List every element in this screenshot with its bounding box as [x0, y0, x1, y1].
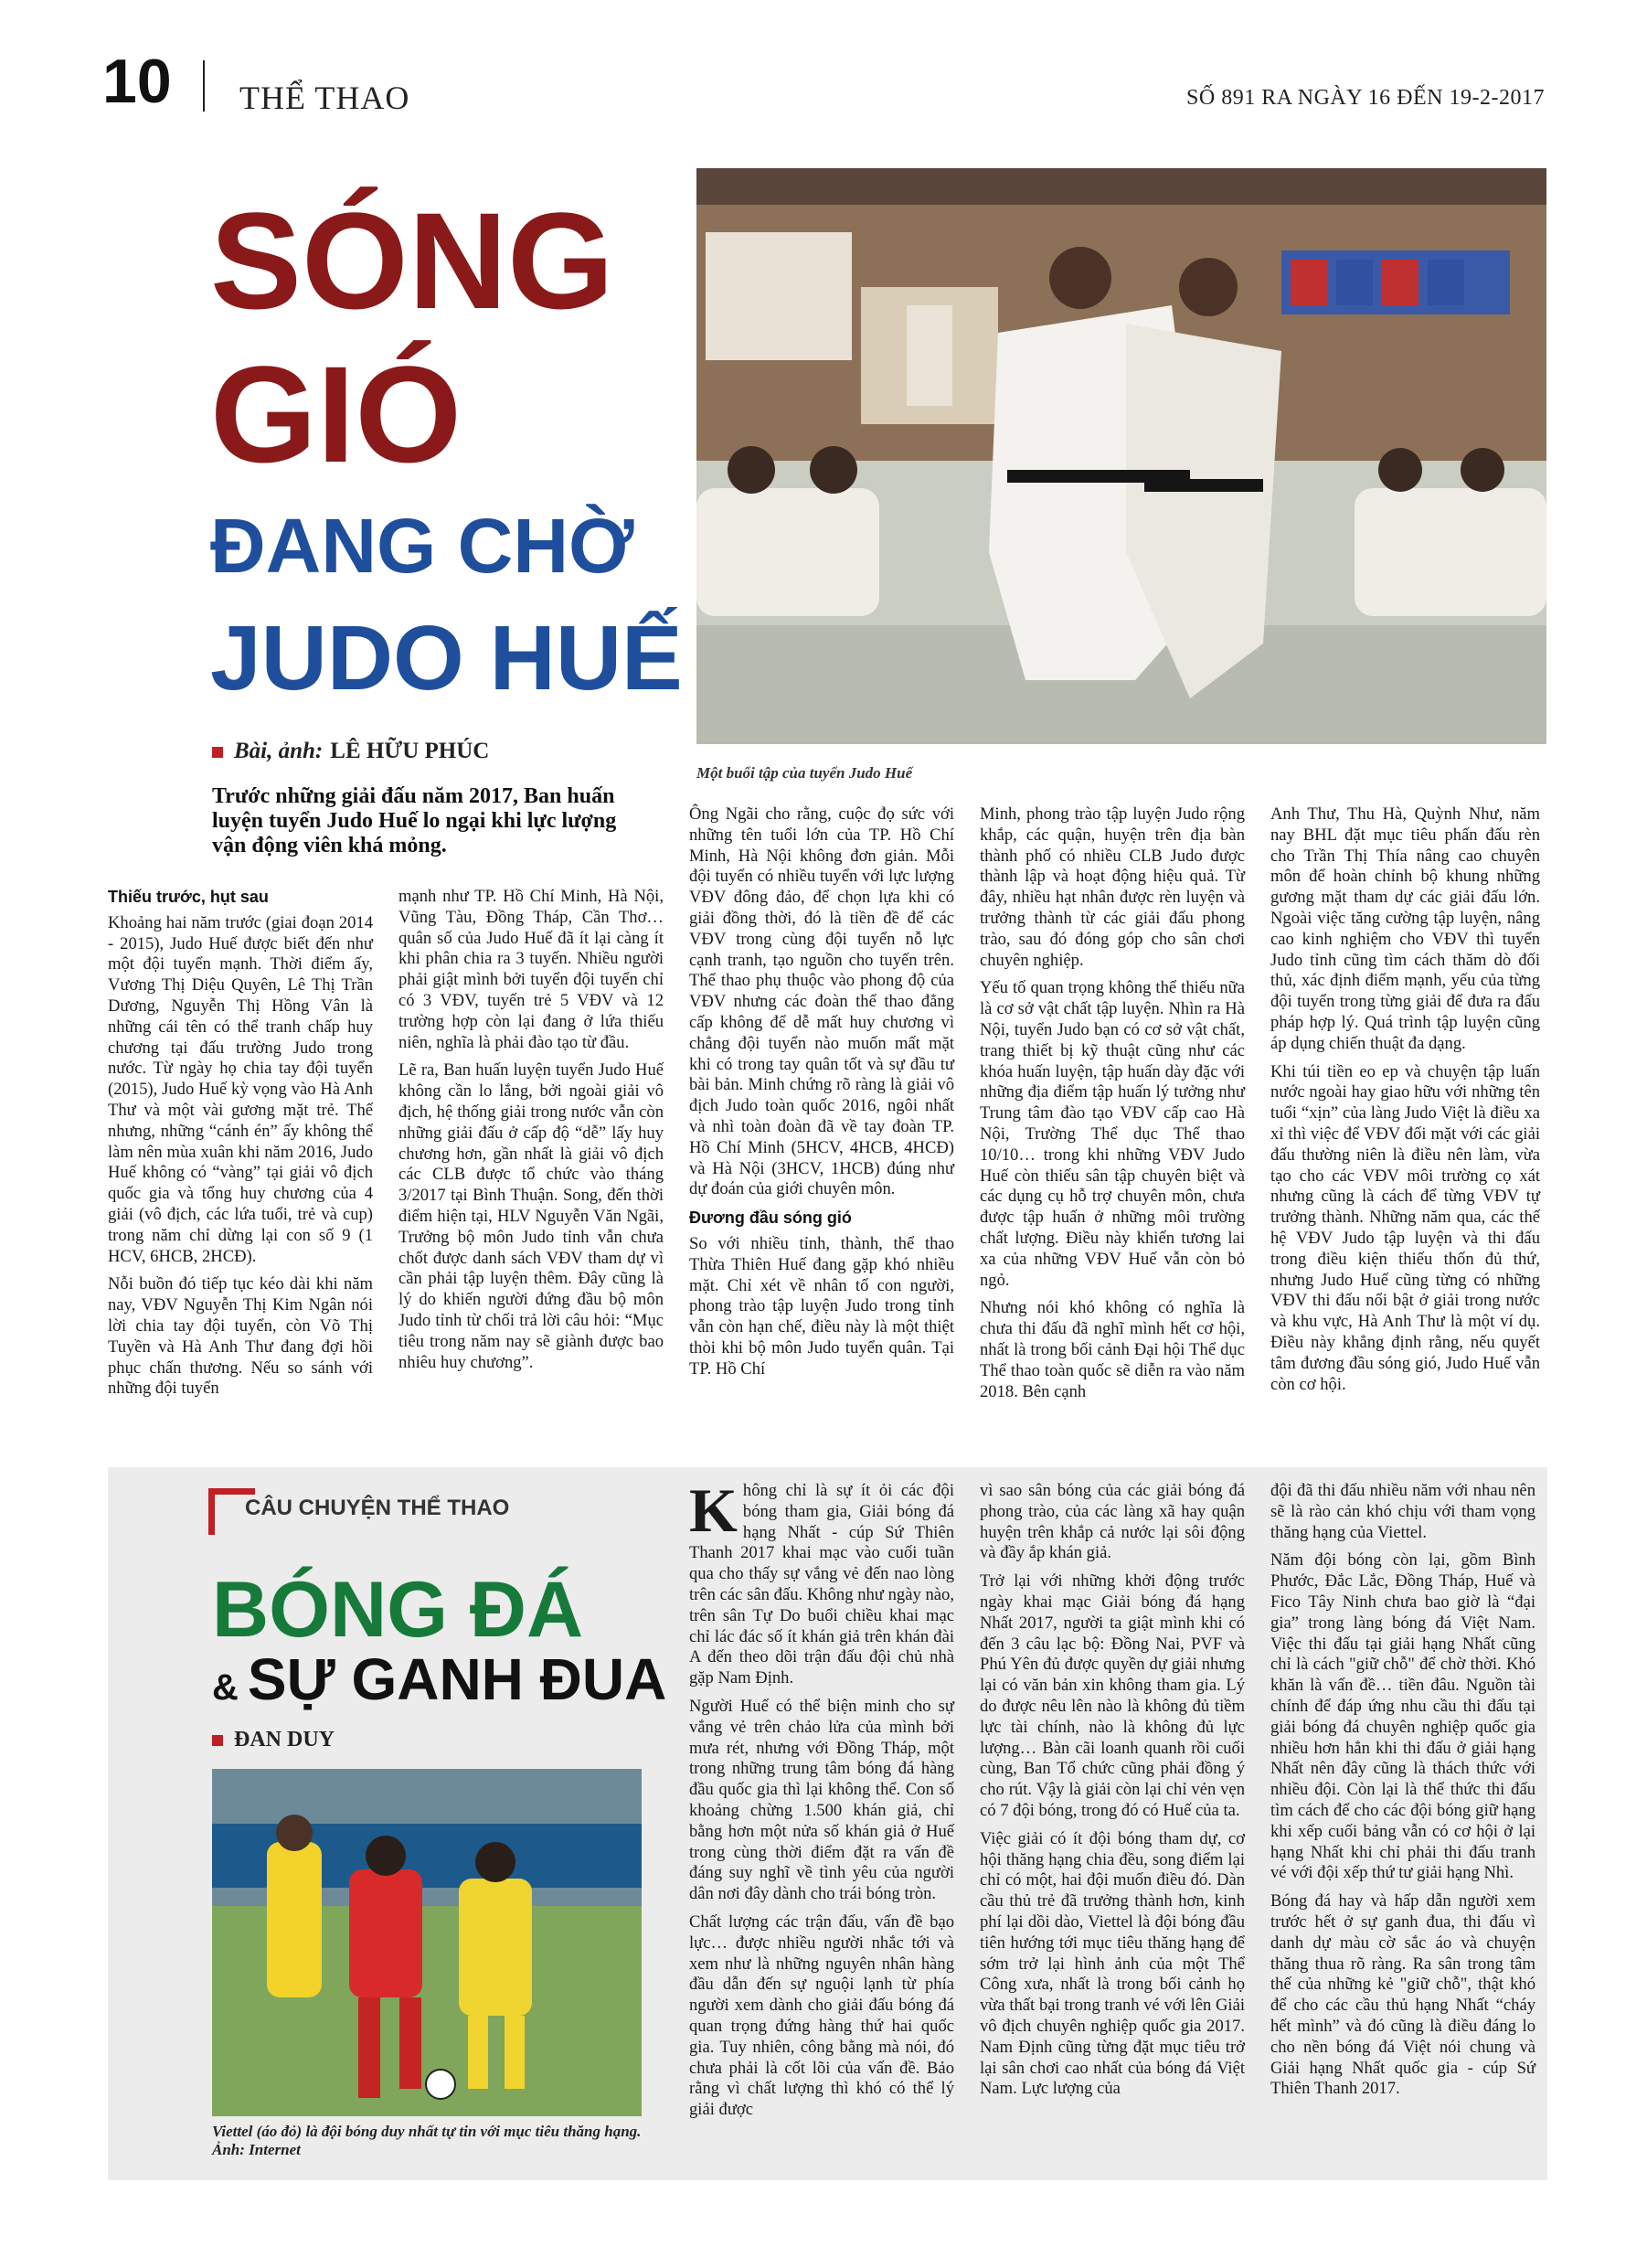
paragraph: Minh, phong trào tập luyện Judo rộng khắp, các quận, huyện trên địa bàn thành phố có nhiều CLB Judo được thành lập và hoạt động hiệu quả. Từ đây, nhiều hạt nhân được rèn luyện và trưởng thành từ các giải đấu phong trào, sau đó đóng góp cho sân chơi chuyên nghiệp.: [980, 804, 1245, 970]
paragraph: đội đã thi đấu nhiều năm với nhau nên sẽ là rào cản khó chịu với tham vọng thăng hạng của Viettel.: [1270, 1481, 1535, 1542]
section-name: THỂ THAO: [239, 80, 410, 116]
drop-cap: K: [689, 1475, 738, 1545]
kicker-bracket: [208, 1488, 255, 1535]
article1-column-4: [980, 804, 1245, 1410]
paragraph: Yếu tố quan trọng không thể thiếu nữa là cơ sở vật chất tập luyện. Nhìn ra Hà Nội, tuyển Judo bạn có cơ sở vật chất, trang thiết bị kỹ thuật cũng như các khóa huấn luyện, tập huấn dày đặc với những địa điểm tập huấn lý tưởng như Trung tâm đào tạo VĐV cấp cao Hà Nội, Trường Thể dục Thể thao 10/10… trong khi những VĐV Judo Huế còn thiếu sân tập chuyên biệt và các dụng cụ hỗ trợ chuyên môn, chưa được tập huấn ở những môi trường chất lượng. Điều này khiến tương lai xa của những VĐV Huế vẫn còn bỏ ngỏ.: [980, 978, 1245, 1290]
headline-line-3: ĐANG CHỜ: [210, 503, 634, 589]
lead-paragraph: Trước những giải đấu năm 2017, Ban huấn luyện tuyển Judo Huế lo ngại khi lực lượng vận động viên khá mỏng.: [212, 784, 617, 857]
paragraph: mạnh như TP. Hồ Chí Minh, Hà Nội, Vũng Tàu, Đồng Tháp, Cần Thơ… quân số của Judo Huế đã ít lại càng ít khi phân chia ra 3 tuyến. Nhiều người phải giật mình bởi tuyển đội tuyển chỉ có 3 VĐV, tuyến trẻ 5 VĐV và 12 trường hợp còn lại đang ở lứa thiếu niên, nghĩa là phải đào tạo từ đầu.: [398, 887, 664, 1052]
subheading: Đương đầu sóng gió: [689, 1209, 852, 1228]
byline-marker: [212, 747, 223, 758]
headline-line-4: JUDO HUẾ: [210, 607, 683, 709]
paragraph: Việc giải có ít đội bóng tham dự, cơ hội thăng hạng chia đều, song điểm lại chỉ có một, hai đội muốn điều đó. Dàn cầu thủ trẻ đã trưởng thành hơn, kinh phí lại dồi dào, Viettel là đội bóng đầu tiên hướng tới mục tiêu thăng hạng để sớm trở lại hình ảnh của một Thể Công xưa, nhất là trong bối cảnh họ vừa thất bại trong tranh vé với lên Giải vô địch chuyên nghiệp quốc gia 2017. Nam Định cũng từng đặt mục tiêu trở lại sân chơi cao nhất của bóng đá Việt Nam. Lực lượng của: [980, 1828, 1245, 2099]
issue-info: SỐ 891 RA NGÀY 16 ĐẾN 19-2-2017: [1186, 86, 1545, 110]
headline-line-2: GIÓ: [210, 337, 462, 491]
judo-photo-illustration: [696, 168, 1546, 744]
paragraph: Ông Ngãi cho rằng, cuộc đọ sức với những tên tuổi lớn của TP. Hồ Chí Minh, Hà Nội không đơn giản. Mỗi đội tuyển có nhiều tuyển với lực lượng VĐV đông đảo, để chọn lựa khi có giải đồng thời, đó là tiền đề để các VĐV trong cùng đội tuyển nỗ lực cạnh tranh, tạo nguồn cho tuyến trên. Thể thao phụ thuộc vào phong độ của VĐV nhưng các đoàn thể thao đẳng cấp không để dễ mất huy chương vì chẳng đội tuyển nào muốn mất mặt khi có trong tay quân tốt và sự đầu tư bài bản. Minh chứng rõ ràng là giải vô địch Judo toàn quốc 2016, ngôi nhất và nhì toàn đoàn đã về tay đoàn TP. Hồ Chí Minh (5HCV, 4HCB, 4HCĐ) và Hà Nội (3HCV, 1HCB) đúng như dự đoán của giới chuyên môn.: [689, 804, 954, 1199]
headline-ampersand: &: [212, 1667, 239, 1708]
story-headline-line-2: [212, 1646, 667, 1712]
football-photo: [212, 1769, 642, 2116]
kicker-text: CÂU CHUYỆN THỂ THAO: [245, 1496, 510, 1520]
paragraph: vì sao sân bóng của các giải bóng đá phong trào, của các làng xã hay quận huyện trên khắp cả nước lại sôi động và đầy ắp khán giả.: [980, 1481, 1245, 1563]
article1-column-2: [398, 887, 664, 1380]
article2-column-3: [1270, 1481, 1535, 2107]
byline-author: LÊ HỮU PHÚC: [330, 739, 490, 763]
football-photo-illustration: [212, 1769, 642, 2116]
paragraph-text: hông chỉ là sự ít ỏi các đội bóng tham gia, Giải bóng đá hạng Nhất - cúp Sứ Thiên Thanh 2017 khai mạc vào cuối tuần qua cho thấy sự vắng vẻ đến nao lòng trên các sân đấu. Không như ngày nào, trên sân Tự Do buổi chiều khai mạc chỉ lác đác số ít khán giả trên khán đài A đến theo dõi trận đấu đội chủ nhà gặp Nam Định.: [689, 1481, 954, 1688]
photo-caption: Một buổi tập của tuyển Judo Huế: [696, 764, 913, 782]
page-number: 10: [102, 47, 172, 116]
byline-label: Bài, ảnh:: [234, 739, 324, 763]
paragraph: Nỗi buồn đó tiếp tục kéo dài khi năm nay, VĐV Nguyễn Thị Kim Ngân nói lời chia tay đội tuyển, còn Võ Thị Tuyền và Hà Anh Thư đang đợi hồi phục chấn thương. Nếu so sánh với những đội tuyển: [108, 1274, 373, 1399]
football-photo-caption: Viettel (áo đỏ) là đội bóng duy nhất tự tin với mục tiêu thăng hạng. Ảnh: Internet: [212, 2123, 642, 2158]
story-kicker: [212, 1496, 509, 1521]
paragraph: Người Huế có thể biện minh cho sự vắng vẻ trên chảo lửa của mình bởi mưa rét, nhưng với Đồng Tháp, một trong những trung tâm bóng đá hàng đầu quốc gia thì lại không thể. Con số khoảng chừng 1.500 khán giả, chỉ bằng hơn một nửa số khán giả ở Huế trong cùng thời điểm đặt ra vấn đề đáng suy nghĩ về tình yêu của người dân nơi đây dành cho trái bóng tròn.: [689, 1696, 954, 1904]
paragraph: Khi túi tiền eo ep và chuyện tập luấn nước ngoài hay giao hữu với những tên tuổi “xịn” của làng Judo Việt là điều xa xỉ thì việc để VĐV đối mặt với các giải đấu thường niên là điều nên làm, vừa tạo cho các VĐV môi trường cọ xát nhưng cũng là cách để từng VĐV tự trưởng thành. Những năm qua, các thế hệ VĐV Judo tập luyện và thi đấu trong điều kiện thiếu thốn đủ thứ, nhưng Judo Huế cũng từng có những VĐV thi đấu nổi bật ở giải trong nước và khu vực, Hà Anh Thư là một ví dụ. Điều này khẳng định rằng, nếu quyết tâm đương đầu sóng gió, Judo Huế vẫn còn cơ hội.: [1270, 1061, 1540, 1394]
paragraph: Năm đội bóng còn lại, gồm Bình Phước, Đắc Lắc, Đồng Tháp, Huế và Fico Tây Ninh chưa bao giờ là “đại gia” trong làng bóng đá Việt Nam. Việc thi đấu tại giải hạng Nhất cũng chỉ là cách "giữ chỗ" để chờ thời. Khó khăn là vấn đề… tiền đâu. Nguồn tài chính để đáp ứng nhu cầu thi đấu tại giải bóng đá chuyên nghiệp quốc gia nhiều hơn hẳn khi thi đấu ở giải hạng Nhất nên đây cũng là thách thức với nhiều đội. Còn lại là thể thức thi đấu tìm cách để cho các đội bóng giữ hạng khi xếp cuối bảng vẫn có cơ hội ở lại hạng Nhất khi chỉ phải thi đấu tranh vé với đội xếp thứ tư giải hạng Nhì.: [1270, 1550, 1535, 1883]
paragraph: [689, 1475, 954, 1689]
article2-column-2: [980, 1481, 1245, 2107]
byline-marker: [212, 1735, 223, 1746]
paragraph: Nhưng nói khó không có nghĩa là chưa thi đấu đã nghĩ mình hết cơ hội, nhất là trong bối cảnh Đại hội Thể dục Thể thao toàn quốc sẽ diễn ra vào năm 2018. Bên cạnh: [980, 1298, 1245, 1401]
paragraph: Khoảng hai năm trước (giai đoạn 2014 - 2015), Judo Huế được biết đến như một đội tuyển mạnh. Thời điểm ấy, Vương Thị Diệu Quyên, Lê Thị Trần Dương, Nguyễn Thị Hồng Vân là những cái tên có thể tranh chấp huy chương tại đấu trường Judo trong nước. Từ ngày họ chia tay đội tuyển (2015), Judo Huế kỳ vọng vào Hà Anh Thư và một vài gương mặt trẻ. Thế nhưng, những “cánh én” ấy không thể làm nên mùa xuân khi năm 2016, Judo Huế không có “vàng” tại giải vô địch quốc gia và tổng huy chương của 4 giải (vô địch, các lứa tuổi, trẻ và cup) trong năm chỉ dừng lại con số 9 (1 HCV, 6HCB, 2HCĐ).: [108, 912, 373, 1266]
paragraph: Trở lại với những khởi động trước ngày khai mạc Giải bóng đá hạng Nhất 2017, người ta giật mình khi có đến 3 câu lạc bộ: Đồng Nai, PVF và Phú Yên đủ được quyền dự giải nhưng lại có văn bản xin không tham gia. Lý do được nêu lên nào là không đủ tiềm lực tài chính, nào là không đủ lực lượng… Bàn cãi loanh quanh rồi cuối cùng, Ban Tổ chức cũng phải đồng ý cho rút. Vậy là giải còn lại chỉ vẻn vẹn có 7 đội bóng, trong đó có Huế của ta.: [980, 1571, 1245, 1820]
subheading: Thiếu trước, hụt sau: [108, 888, 269, 906]
byline: [212, 739, 489, 764]
header-divider: [203, 60, 205, 112]
paragraph: Anh Thư, Thu Hà, Quỳnh Như, năm nay BHL đặt mục tiêu phấn đấu rèn cho Trần Thị Thía nâng cao chuyên môn để hoàn chỉnh bộ khung những gương mặt tham dự các giải đấu lớn. Ngoài việc tăng cường tập luyện, nâng cao kinh nghiệm cho VĐV thì tuyển Judo tỉnh cũng tìm cách thăm dò đối thủ, xác định điểm mạnh, yếu của từng đội tuyển trong từng giải để đưa ra đấu pháp hợp lý. Quá trình tập luyện cũng áp dụng chiến thuật đa dạng.: [1270, 804, 1540, 1053]
paragraph: So với nhiều tỉnh, thành, thể thao Thừa Thiên Huế đang gặp khó nhiều mặt. Chỉ xét về nhân tố con người, phong trào tập luyện Judo trong tỉnh vẫn còn hạn chế, điều này là một thiệt thòi khi bộ môn Judo tuyển quân. Tại TP. Hồ Chí: [689, 1233, 954, 1379]
paragraph: Lẽ ra, Ban huấn luyện tuyển Judo Huế không cần lo lắng, bởi ngoài giải vô địch, hệ thống giải trong nước vẫn còn những giải đấu ở cấp độ “dễ” lấy huy chương hơn, gần nhất là giải vô địch các CLB được tổ chức vào tháng 3/2017 tại Bình Thuận. Song, đến thời điểm hiện tại, HLV Nguyễn Văn Ngãi, Trưởng bộ môn Judo tỉnh vẫn chưa chốt được danh sách VĐV tham dự vì cần phải tập luyện thêm. Đây cũng là lý do khiến người đứng đầu bộ môn Judo tỉnh từ chối trả lời câu hỏi: “Mục tiêu trong năm nay sẽ giành được bao nhiêu huy chương”.: [398, 1060, 664, 1372]
headline-line-1: SÓNG: [210, 184, 614, 337]
article2-column-1: [689, 1475, 954, 2128]
article1-column-1: [108, 887, 373, 1407]
story-byline: [212, 1728, 335, 1752]
article1-column-3: [689, 804, 954, 1388]
byline-author: ĐAN DUY: [234, 1728, 335, 1752]
paragraph: Chất lượng các trận đấu, vấn đề bạo lực… được nhiều người nhắc tới và xem như là những nguyên nhân hàng đầu dẫn đến sự nguội lạnh từ phía người xem dành cho giải đấu bóng đá quan trọng đứng hàng thứ hai quốc gia. Tuy nhiên, công bằng mà nói, đó chưa phải là cốt lõi của vấn đề. Bảo rằng vì chất lượng thì khó có thể lý giải được: [689, 1911, 954, 2120]
article1-column-5: [1270, 804, 1540, 1402]
headline-text: SỰ GANH ĐUA: [247, 1646, 667, 1712]
story-headline-line-1: BÓNG ĐÁ: [212, 1566, 584, 1654]
paragraph: Bóng đá hay và hấp dẫn người xem trước hết ở sự ganh đua, thi đấu vì danh dự màu cờ sắc áo và chuyện thăng thua rõ ràng. Ra sân trong tâm thế của những kẻ "giữ chỗ", thật khó để cho các cầu thủ hạng Nhất “cháy hết mình” và đó cũng là điều đáng lo cho nền bóng đá Việt nói chung và Giải hạng Nhất quốc gia - cúp Sứ Thiên Thanh 2017.: [1270, 1891, 1535, 2099]
judo-training-photo: [696, 168, 1546, 744]
